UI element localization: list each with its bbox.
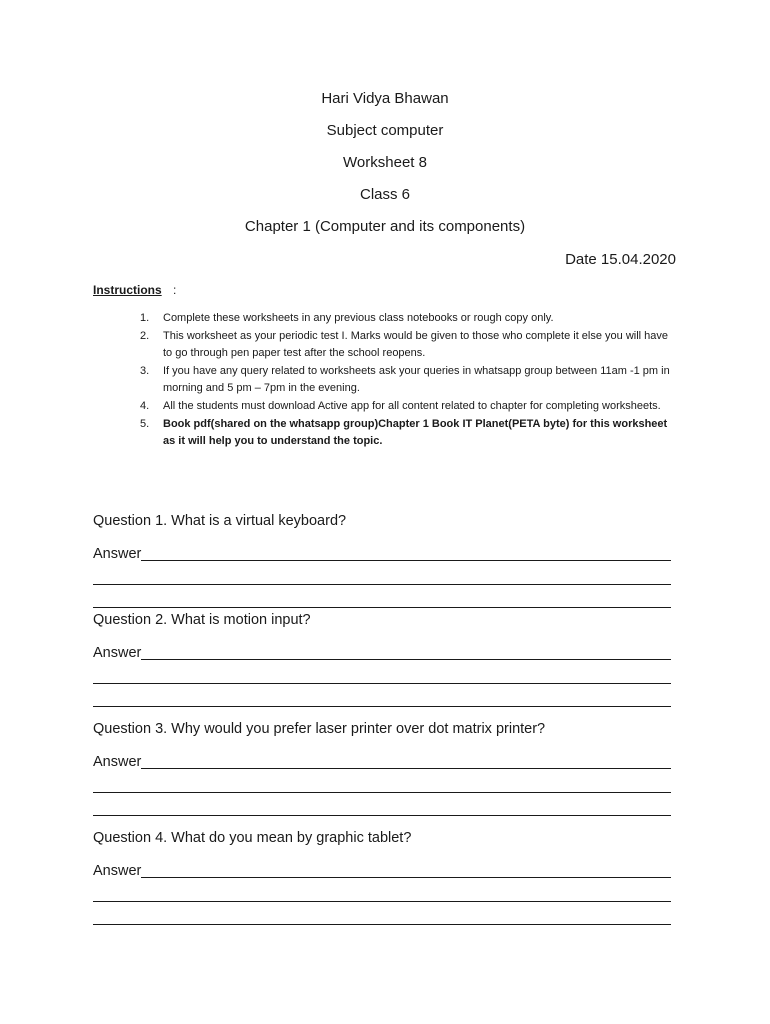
instruction-text: If you have any query related to worksheets ask your queries in whatsapp group between 11am -1 pm in morning and 5 pm – 7pm in the evening. <box>163 364 670 395</box>
chapter-title: Chapter 1 (Computer and its components) <box>244 218 526 235</box>
answer-blank[interactable] <box>141 646 671 660</box>
subject-line: Subject computer <box>326 122 444 139</box>
answer-label: Answer <box>93 546 142 562</box>
instruction-text: This worksheet as your periodic test I. Marks would be given to those who complete it else you will have to go through pen paper test after the school reopens. <box>163 329 669 360</box>
answer-1-blank-line[interactable] <box>93 607 671 608</box>
instruction-number: 3. <box>140 364 150 377</box>
answer-3-blank-line[interactable] <box>93 815 671 816</box>
instruction-number: 1. <box>140 312 150 324</box>
answer-blank[interactable] <box>141 755 671 769</box>
instruction-item <box>140 398 680 416</box>
answer-label: Answer <box>93 863 142 879</box>
worksheet-number: Worksheet 8 <box>343 154 427 171</box>
answer-label: Answer <box>93 645 142 661</box>
instructions-heading <box>93 282 176 298</box>
answer-label: Answer <box>93 754 142 770</box>
answer-2-blank-line[interactable] <box>93 683 671 684</box>
instructions-colon: : <box>173 283 177 297</box>
question-1: Question 1. What is a virtual keyboard? <box>93 513 347 529</box>
question-4: Question 4. What do you mean by graphic tablet? <box>93 830 412 846</box>
instruction-item <box>140 416 680 451</box>
question-3: Question 3. Why would you prefer laser printer over dot matrix printer? <box>93 721 546 737</box>
answer-blank[interactable] <box>141 547 671 561</box>
worksheet-date: Date 15.04.2020 <box>565 251 676 268</box>
answer-4-line[interactable] <box>93 862 671 880</box>
answer-blank[interactable] <box>141 864 671 878</box>
instruction-item <box>140 328 680 363</box>
instruction-text: Complete these worksheets in any previous class notebooks or rough copy only. <box>163 312 554 324</box>
instruction-text: All the students must download Active app for all content related to chapter for completing worksheets. <box>163 399 661 412</box>
instruction-number: 2. <box>140 329 150 342</box>
answer-1-blank-line[interactable] <box>93 584 671 585</box>
class-line: Class 6 <box>359 186 411 203</box>
instructions-list <box>140 310 680 451</box>
answer-2-line[interactable] <box>93 644 671 662</box>
answer-1-line[interactable] <box>93 545 671 563</box>
question-2: Question 2. What is motion input? <box>93 612 311 628</box>
instruction-number: 5. <box>140 417 150 430</box>
answer-4-blank-line[interactable] <box>93 901 671 902</box>
answer-3-line[interactable] <box>93 753 671 771</box>
answer-3-blank-line[interactable] <box>93 792 671 793</box>
instruction-item <box>140 310 680 328</box>
instructions-heading-label: Instructions <box>93 283 162 297</box>
answer-4-blank-line[interactable] <box>93 924 671 925</box>
school-name: Hari Vidya Bhawan <box>321 90 449 107</box>
instruction-number: 4. <box>140 399 150 412</box>
instruction-text: Book pdf(shared on the whatsapp group)Chapter 1 Book IT Planet(PETA byte) for this worksheet as it will help you to understand the topic. <box>163 417 668 448</box>
answer-2-blank-line[interactable] <box>93 706 671 707</box>
instruction-item <box>140 363 680 398</box>
